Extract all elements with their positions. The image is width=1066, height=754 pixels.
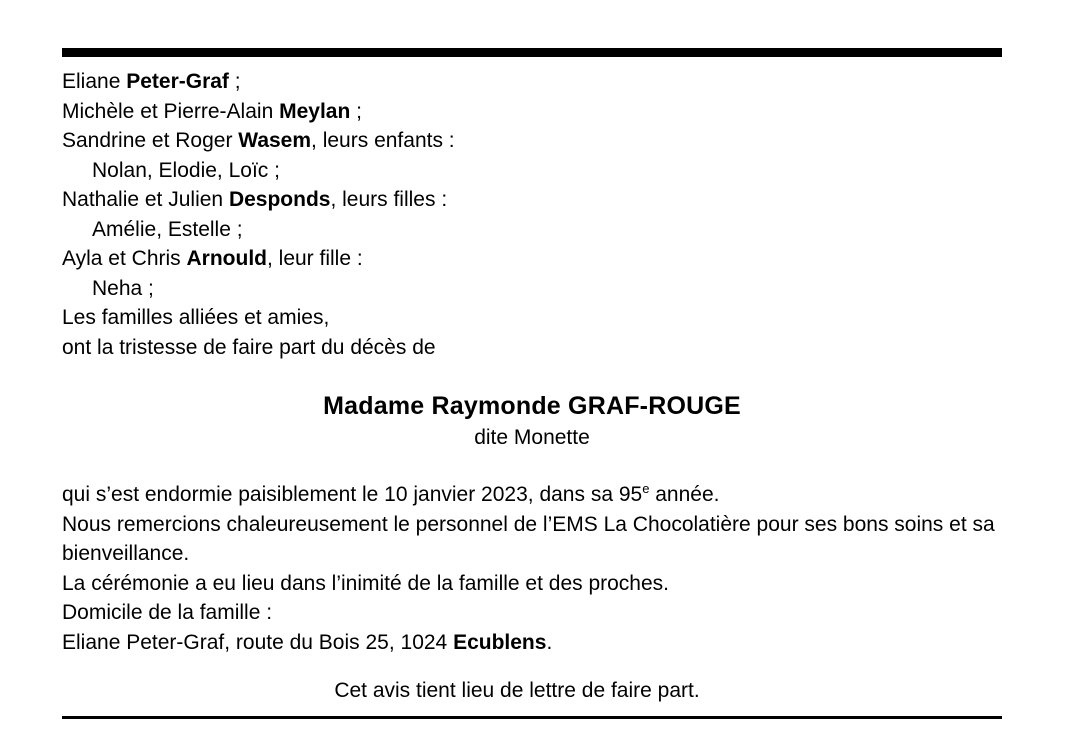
- plain-text: Neha ;: [92, 276, 154, 300]
- details-line: [62, 510, 1002, 569]
- family-line: [62, 303, 1002, 333]
- plain-text: qui s’est endormie paisiblement le 10 janvier 2023, dans sa 95: [62, 483, 643, 506]
- family-line: [62, 97, 1002, 127]
- family-list: [62, 67, 1002, 362]
- emphasis-text: Meylan: [279, 99, 351, 123]
- plain-text: , leurs filles :: [330, 188, 448, 211]
- family-line: [62, 126, 1002, 156]
- plain-text: année.: [649, 483, 720, 506]
- plain-text: Domicile de la famille :: [62, 601, 273, 624]
- plain-text: Nathalie et Julien: [62, 188, 229, 211]
- plain-text: ;: [228, 70, 241, 93]
- family-line: [62, 244, 1002, 274]
- plain-text: Nolan, Elodie, Loïc ;: [92, 158, 280, 182]
- deceased-name: Madame Raymonde GRAF-ROUGE: [323, 392, 741, 420]
- emphasis-text: Arnould: [186, 247, 267, 270]
- family-line: [62, 67, 1002, 97]
- plain-text: ont la tristesse de faire part du décès de: [62, 335, 436, 359]
- details-block: [62, 480, 1002, 657]
- plain-text: Eliane: [62, 70, 127, 93]
- plain-text: , leur fille :: [266, 247, 363, 270]
- plain-text: Nous remercions chaleureusement le personnel de l’EMS La Chocolatière pour ses bons soins et sa bienveillance.: [62, 512, 995, 565]
- details-line: [62, 628, 1002, 658]
- plain-text: Ayla et Chris: [62, 247, 187, 270]
- plain-text: , leurs enfants :: [311, 129, 455, 152]
- family-line: [62, 185, 1002, 215]
- death-notice: [62, 48, 1002, 719]
- plain-text: e: [642, 481, 650, 496]
- family-line: [62, 333, 1002, 363]
- plain-text: Sandrine et Roger: [62, 129, 239, 152]
- closing-note: Cet avis tient lieu de lettre de faire part.: [334, 679, 700, 702]
- deceased-alias: dite Monette: [474, 426, 590, 449]
- emphasis-text: Peter-Graf: [126, 70, 229, 93]
- family-line: [62, 156, 1002, 186]
- plain-text: Amélie, Estelle ;: [92, 217, 243, 241]
- details-line: [62, 569, 1002, 599]
- plain-text: La cérémonie a eu lieu dans l’inimité de la famille et des proches.: [62, 571, 670, 595]
- emphasis-text: Wasem: [238, 129, 312, 152]
- family-line: [62, 215, 1002, 245]
- plain-text: Eliane Peter-Graf, route du Bois 25, 1024: [62, 630, 454, 654]
- emphasis-text: Ecublens: [453, 630, 547, 654]
- emphasis-text: Desponds: [228, 188, 331, 211]
- plain-text: Les familles alliées et amies,: [62, 306, 330, 329]
- top-rule: [62, 48, 1002, 57]
- plain-text: ;: [350, 99, 362, 123]
- details-line: [62, 598, 1002, 628]
- family-line: [62, 274, 1002, 304]
- plain-text: Michèle et Pierre-Alain: [62, 99, 280, 123]
- details-line: [62, 480, 1002, 510]
- plain-text: .: [546, 630, 553, 654]
- bottom-rule: [62, 716, 1002, 719]
